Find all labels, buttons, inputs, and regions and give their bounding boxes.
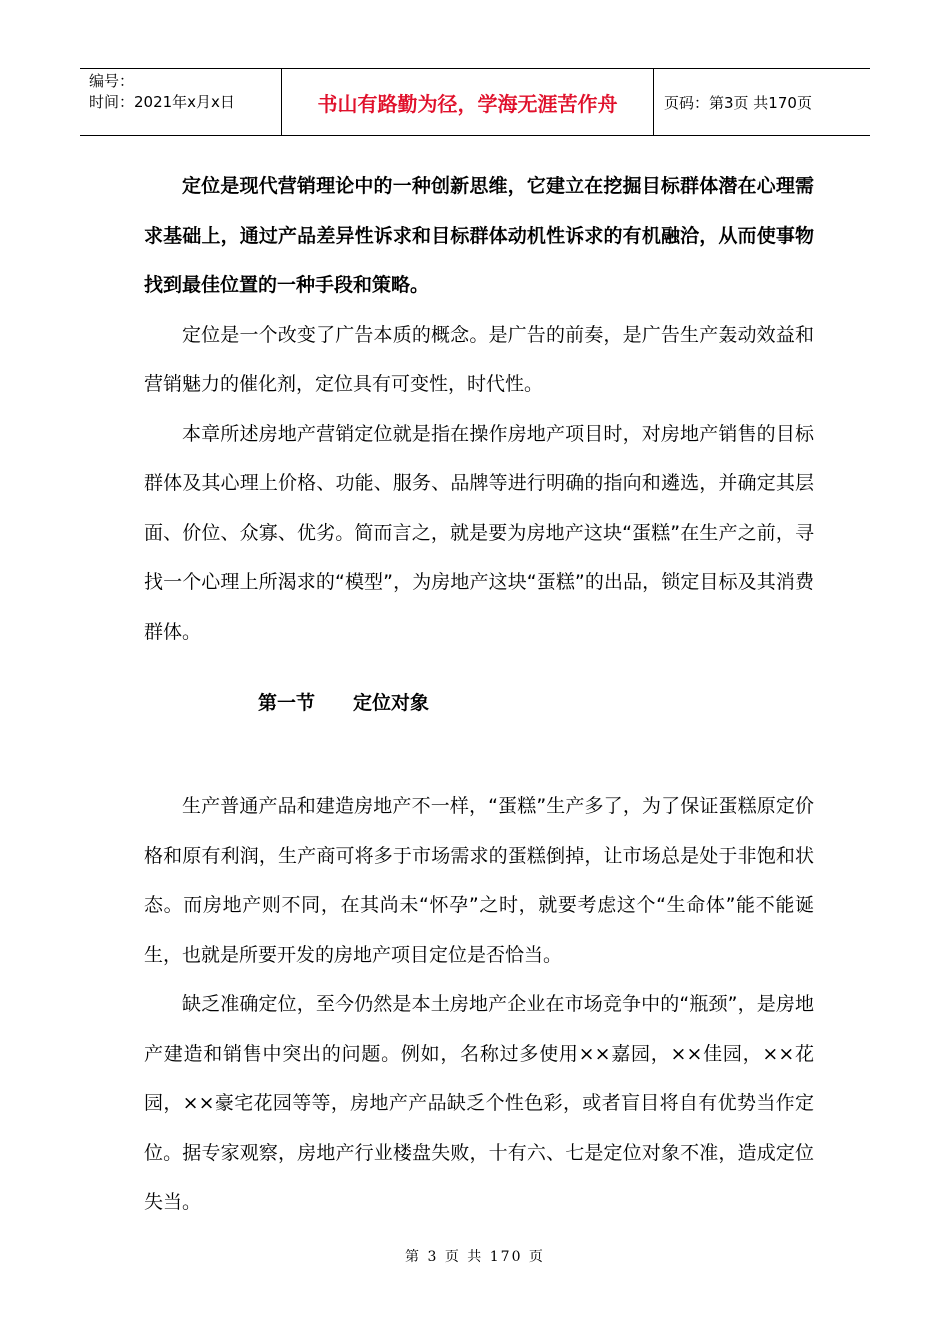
paragraph-bottleneck: 缺乏准确定位，至今仍然是本土房地产企业在市场竞争中的“瓶颈”，是房地产建造和销售中突出的问题。例如，名称过多使用××嘉园，××佳园，××花园，××豪宅花园等等，房地产产品缺乏个性色彩，或者盲目将自有优势当作定位。据专家观察，房地产行业楼盘失败，十有六、七是定位对象不准，造成定位失当。	[144, 993, 814, 1213]
header-page-info: 页码：第3页 共170页	[664, 93, 812, 112]
paragraph-chapter-scope: 本章所述房地产营销定位就是指在操作房地产项目时，对房地产销售的目标群体及其心理上价格、功能、服务、品牌等进行明确的指向和遴选，并确定其层面、价位、众寡、优劣。简而言之，就是要为房地产这块“蛋糕”在生产之前，寻找一个心理上所渴求的“模型”，为房地产这块“蛋糕”的出品，锁定目标及其消费群体。	[144, 422, 814, 643]
paragraph-cake-analogy: 生产普通产品和建造房地产不一样，“蛋糕”生产多了，为了保证蛋糕原定价格和原有利润，生产商可将多于市场需求的蛋糕倒掉，让市场总是处于非饱和状态。而房地产则不同，在其尚未“怀孕”之时，就要考虑这个“生命体”能不能诞生，也就是所要开发的房地产项目定位是否恰当。	[144, 795, 814, 966]
body-text-top	[144, 162, 814, 657]
page-header	[80, 68, 870, 136]
header-motto: 书山有路勤为径，学海无涯苦作舟	[282, 69, 654, 135]
section-number: 第一节	[258, 692, 316, 714]
section-title: 定位对象	[353, 692, 430, 714]
section-heading	[258, 688, 429, 715]
header-meta	[80, 69, 282, 135]
body-text-bottom	[144, 782, 814, 1228]
number-label: 编号：	[89, 72, 135, 90]
page-footer: 第 3 页 共 170 页	[405, 1249, 545, 1265]
paragraph-concept: 定位是一个改变了广告本质的概念。是广告的前奏，是广告生产轰动效益和营销魅力的催化剂，定位具有可变性，时代性。	[144, 323, 814, 395]
paragraph-definition: 定位是现代营销理论中的一种创新思维，它建立在挖掘目标群体潜在心理需求基础上，通过产品差异性诉求和目标群体动机性诉求的有机融洽，从而使事物找到最佳位置的一种手段和策略。	[144, 175, 814, 296]
time-label: 时间：2021年x月x日	[89, 93, 235, 111]
